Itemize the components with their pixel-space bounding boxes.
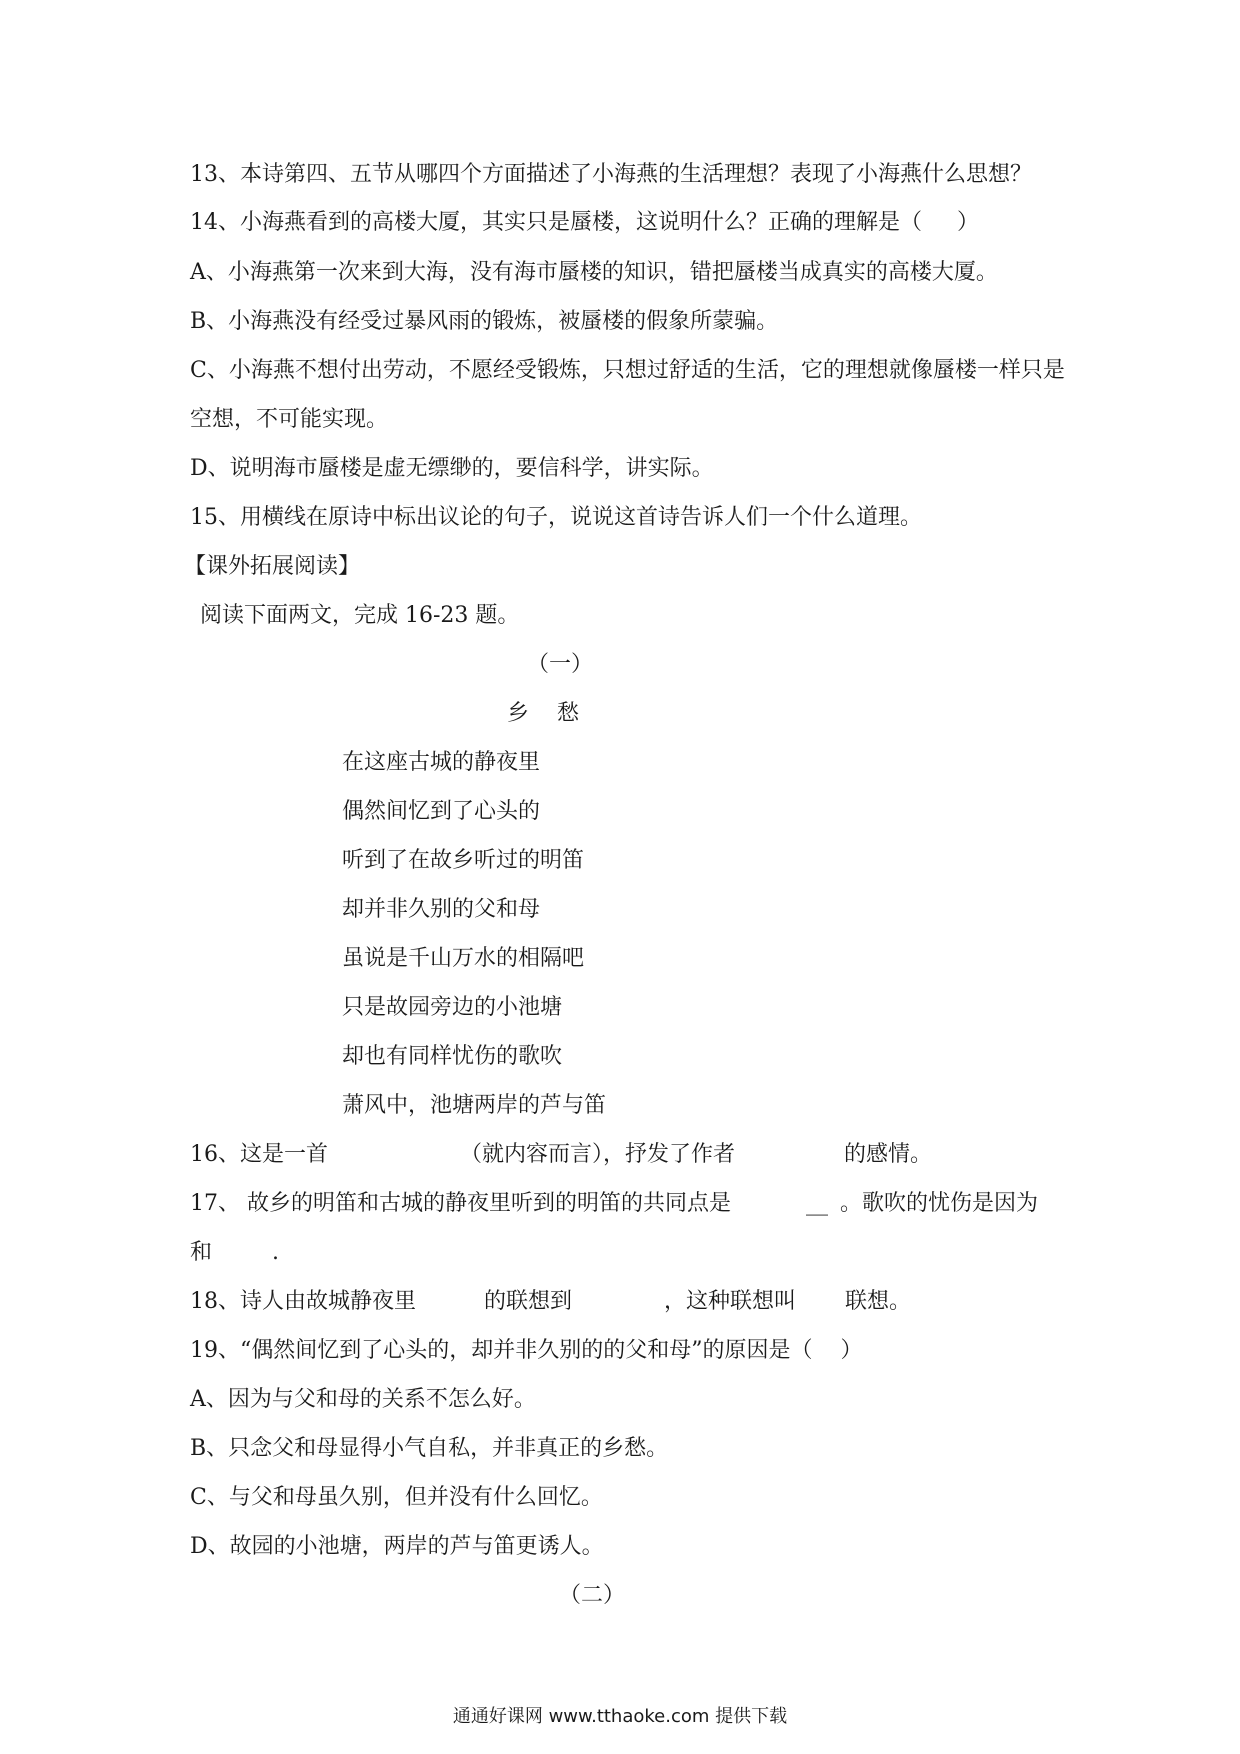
q17-part1: 17、 故乡的明笛和古城的静夜里听到的明笛的共同点是 xyxy=(190,1191,731,1216)
q14: 14、小海燕看到的高楼大厦，其实只是蜃楼，这说明什么？正确的理解是（ ） xyxy=(190,210,979,235)
q14-option-a: A、小海燕第一次来到大海，没有海市蜃楼的知识，错把蜃楼当成真实的高楼大厦。 xyxy=(190,260,998,285)
q14-option-b: B、小海燕没有经受过暴风雨的锻炼，被蜃楼的假象所蒙骗。 xyxy=(190,309,779,334)
poem-line: 只是故园旁边的小池塘 xyxy=(342,995,563,1020)
instruction: 阅读下面两文，完成 16-23 题。 xyxy=(200,603,520,628)
q18-part3: ，这种联想叫 xyxy=(664,1289,797,1314)
q15: 15、用横线在原诗中标出议论的句子，说说这首诗告诉人们一个什么道理。 xyxy=(190,505,922,530)
poem-line: 萧风中，池塘两岸的芦与笛 xyxy=(342,1093,607,1118)
section-heading: 【课外拓展阅读】 xyxy=(184,554,361,579)
q14-option-c-line2: 空想，不可能实现。 xyxy=(190,407,389,432)
q14-option-d: D、说明海市蜃楼是虚无缥缈的，要信科学，讲实际。 xyxy=(190,456,714,481)
q19-option-b: B、只念父和母显得小气自私，并非真正的乡愁。 xyxy=(190,1436,669,1461)
q14-option-c-line1: C、小海燕不想付出劳动，不愿经受锻炼，只想过舒适的生活，它的理想就像蜃楼一样只是 xyxy=(190,358,1065,383)
q19: 19、“偶然间忆到了心头的，却并非久别的的父和母”的原因是（ ） xyxy=(190,1338,863,1363)
q17-line2b: . xyxy=(272,1240,279,1265)
q13: 13、本诗第四、五节从哪四个方面描述了小海燕的生活理想？表现了小海燕什么思想？ xyxy=(190,162,1032,187)
footer: 通通好课网 www.tthaoke.com 提供下载 xyxy=(452,1706,788,1727)
q18-part2: 的联想到 xyxy=(484,1289,573,1314)
part2-label: （二） xyxy=(559,1583,626,1608)
q17-part2: 。歌吹的忧伤是因为 xyxy=(840,1191,1039,1216)
q18-part1: 18、诗人由故城静夜里 xyxy=(190,1289,416,1314)
poem-line: 听到了在故乡听过的明笛 xyxy=(342,848,585,873)
part1-label: （一） xyxy=(527,652,594,677)
q17-blank: __ xyxy=(806,1191,828,1216)
poem-line: 偶然间忆到了心头的 xyxy=(342,799,541,824)
q16-part2: （就内容而言），抒发了作者 xyxy=(460,1142,736,1167)
poem-line: 却也有同样忧伤的歌吹 xyxy=(342,1044,563,1069)
poem-title: 乡 愁 xyxy=(507,701,579,726)
poem-line: 在这座古城的静夜里 xyxy=(342,750,541,775)
poem-line: 虽说是千山万水的相隔吧 xyxy=(342,946,585,971)
q19-option-a: A、因为与父和母的关系不怎么好。 xyxy=(190,1387,536,1412)
q19-option-c: C、与父和母虽久别，但并没有什么回忆。 xyxy=(190,1485,603,1510)
q17-line2a: 和 xyxy=(190,1240,213,1265)
q16-part3: 的感情。 xyxy=(844,1142,933,1167)
q18-part4: 联想。 xyxy=(845,1289,912,1314)
poem-line: 却并非久别的父和母 xyxy=(342,897,541,922)
q19-option-d: D、故园的小池塘，两岸的芦与笛更诱人。 xyxy=(190,1534,604,1559)
q16-part1: 16、这是一首 xyxy=(190,1142,328,1167)
